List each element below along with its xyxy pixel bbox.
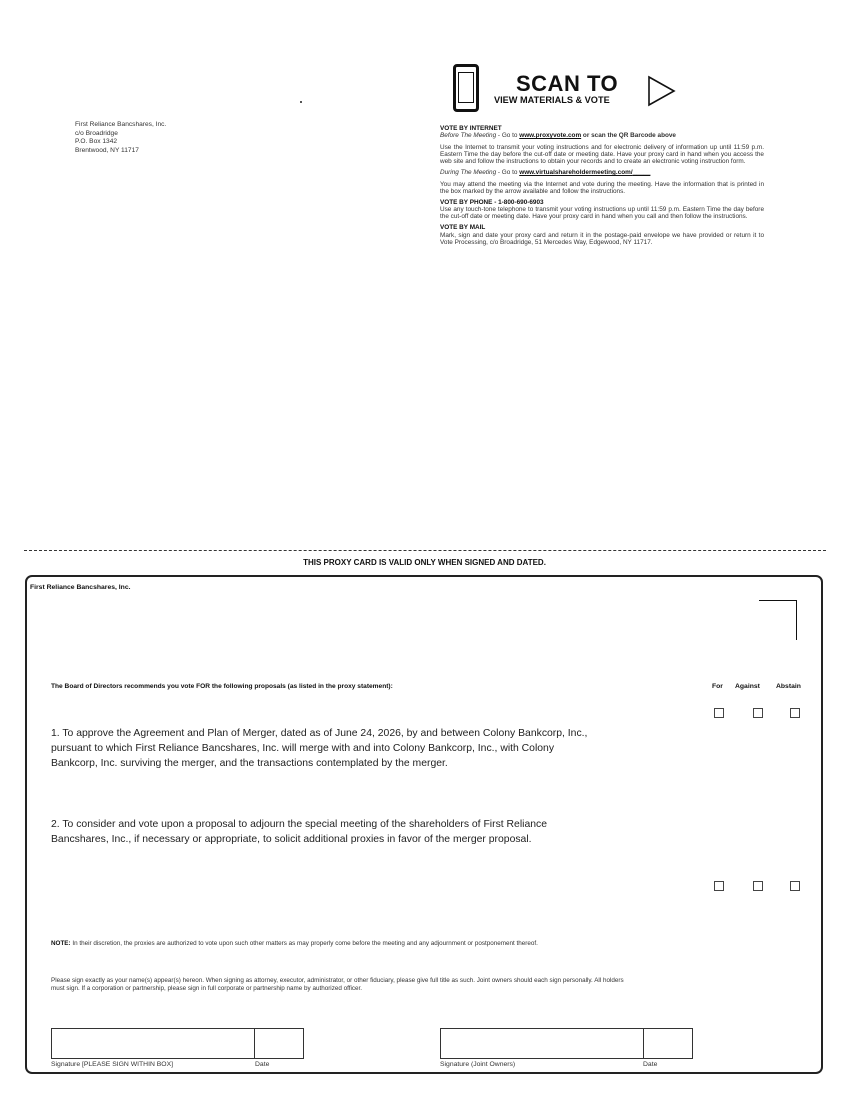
card-company-name: First Reliance Bancshares, Inc. [30,584,131,591]
checkbox-against-1[interactable] [753,708,763,718]
proposal-1: 1. To approve the Agreement and Plan of Merger, dated as of June 24, 2026, by and between Colony Bankcorp, Inc., pursuant to which First Reliance Bancshares, Inc. will merge with and into Colony Bankcorp, Inc., with Colony Bankcorp, Inc. surviving the merger, and the transactions contemplated by the merger. [51,728,588,769]
note: NOTE: In their discretion, the proxies are authorized to vote upon such other matters as may properly come before the meeting and any adjournment or postponement thereof. [51,940,538,947]
scan-title: SCAN TO [516,71,619,96]
during-meeting-line: During The Meeting - Go to www.virtualshareholdermeeting.com/_____ [440,169,651,177]
address-line: Brentwood, NY 11717 [75,146,139,154]
signing-instructions: Please sign exactly as your name(s) appear(s) hereon. When signing as attorney, executor, administrator, or other fiduciary, please give full title as such. Joint owners should each sign personally. All holders must sign. If a corporation or partnership, please sign in full corporate or partnership name by authorized officer. [51,977,624,992]
signature-box[interactable] [51,1028,255,1059]
mailing-address [75,121,166,155]
column-for: For [712,683,723,690]
detach-line [24,550,826,551]
joint-date-box[interactable] [643,1028,693,1059]
virtual-meeting-link[interactable]: www.virtualshareholdermeeting.com/ [519,169,633,177]
checkbox-abstain-2[interactable] [790,881,800,891]
phone-body: Use any touch-tone telephone to transmit your voting instructions up until 11:59 p.m. Eastern Time the day before the cut-off date or meeting date. Have your proxy card in hand when you call and then follow the instructions. [440,206,764,221]
play-arrow-icon [647,75,677,107]
before-meeting-line: Before The Meeting - Go to www.proxyvote.com or scan the QR Barcode above [440,132,676,140]
before-meeting-body: Use the Internet to transmit your voting instructions and for electronic delivery of information up until 11:59 p.m. Eastern Time the day before the cut-off date or meeting date. Have your proxy card in hand when you access the web site and follow the instructions to obtain your records and to create an electronic voting instruction form. [440,143,764,166]
joint-date-label: Date [643,1061,658,1068]
date-box[interactable] [254,1028,304,1059]
proposal-2: 2. To consider and vote upon a proposal to adjourn the special meeting of the shareholders of First Reliance Bancshares, Inc., if necessary or appropriate, to solicit additional proxies in favor of the merger proposal. [51,819,547,845]
checkbox-abstain-1[interactable] [790,708,800,718]
smartphone-icon [453,64,479,112]
column-abstain: Abstain [776,683,801,690]
during-meeting-body: You may attend the meeting via the Internet and vote during the meeting. Have the information that is printed in the box marked by the arrow available and follow the instructions. [440,180,764,196]
registration-dot [300,101,302,103]
phone-heading: VOTE BY PHONE - 1-800-690-6903 [440,198,544,206]
internet-heading: VOTE BY INTERNET [440,125,502,132]
board-recommendation: The Board of Directors recommends you vote FOR the following proposals (as listed in the proxy statement): [51,683,393,690]
date-label: Date [255,1061,270,1068]
address-line: c/o Broadridge [75,129,118,137]
proxyvote-link[interactable]: www.proxyvote.com [519,132,582,140]
joint-signature-label: Signature (Joint Owners) [440,1061,516,1068]
address-line: P.O. Box 1342 [75,138,118,146]
column-against: Against [735,683,760,690]
joint-signature-box[interactable] [440,1028,644,1059]
voting-instructions [440,125,764,249]
corner-mark [759,600,797,640]
mail-heading: VOTE BY MAIL [440,224,486,232]
checkbox-for-1[interactable] [714,708,724,718]
checkbox-against-2[interactable] [753,881,763,891]
checkbox-for-2[interactable] [714,881,724,891]
signature-label: Signature [PLEASE SIGN WITHIN BOX] [51,1061,174,1068]
mail-body: Mark, sign and date your proxy card and return it in the postage-paid envelope we have provided or return it to Vote Processing, c/o Broadridge, 51 Mercedes Way, Edgewood, NY 11717. [440,231,764,246]
validity-notice: THIS PROXY CARD IS VALID ONLY WHEN SIGNED AND DATED. [303,558,546,567]
scan-subtitle: VIEW MATERIALS & VOTE [494,95,610,105]
address-line: First Reliance Bancshares, Inc. [75,121,167,128]
